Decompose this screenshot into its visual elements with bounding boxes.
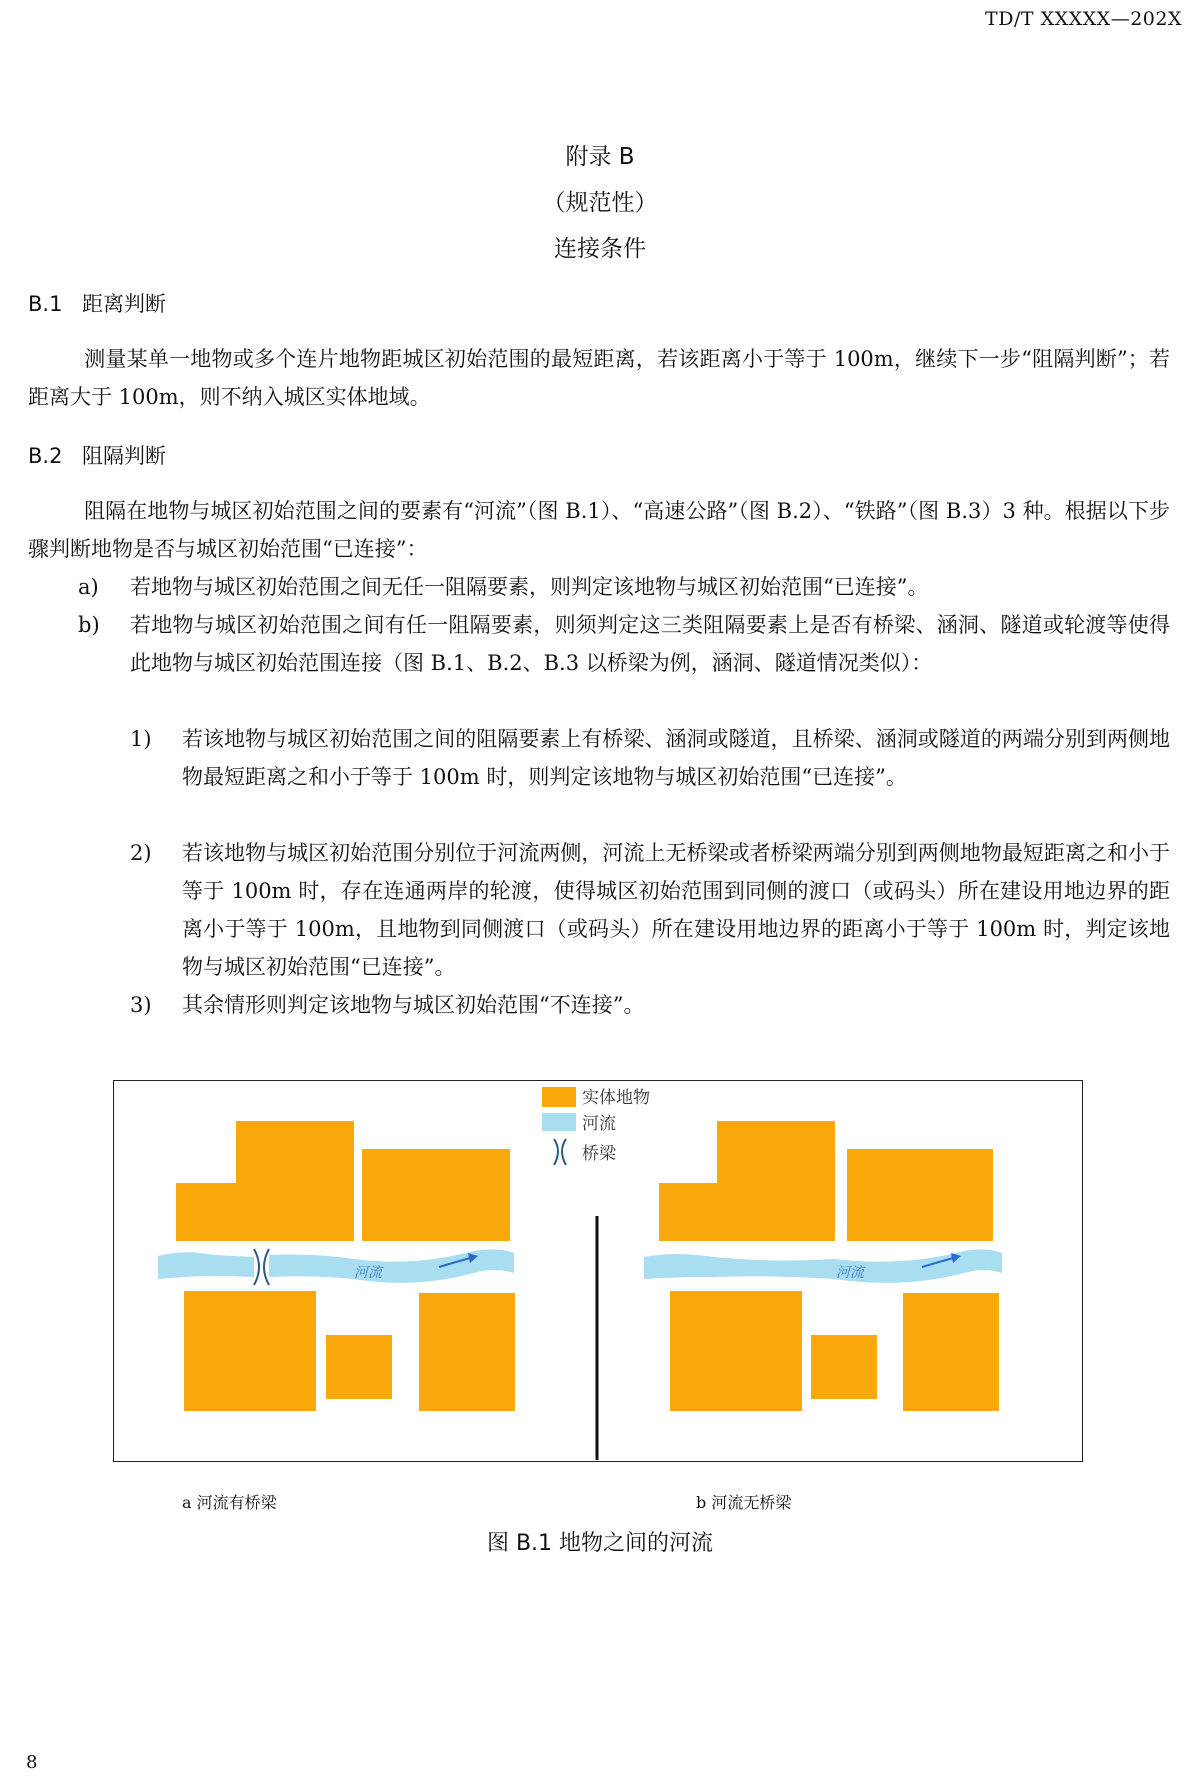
panel-b: [644, 1121, 1002, 1411]
list-item-a-mark: a): [78, 575, 99, 599]
panel-a-block-bottom-left: [184, 1291, 316, 1411]
list-item-b: [78, 606, 1170, 720]
sub-item-3: [130, 986, 1170, 1024]
sub-item-3-text: 其余情形则判定该地物与城区初始范围“不连接”。: [182, 993, 645, 1017]
legend-entity-label: 实体地物: [582, 1088, 650, 1108]
legend-bridge-icon: [554, 1139, 566, 1165]
list-item-b-mark: b): [78, 613, 100, 637]
caption-a: a 河流有桥梁: [182, 1493, 277, 1512]
section-b2-paragraph: [28, 492, 1170, 568]
panel-a-block-top-left-tall: [236, 1121, 354, 1241]
list-item-a: [78, 568, 1170, 606]
section-b1-title: 距离判断: [82, 292, 166, 316]
panel-b-block-top-right: [847, 1149, 993, 1241]
legend-entity-swatch: [542, 1087, 576, 1107]
panel-a-river-left: [158, 1252, 254, 1279]
panel-b-block-bottom-small: [811, 1335, 877, 1399]
sub-item-1-mark: 1): [130, 727, 152, 751]
panel-a-block-bottom-small: [326, 1335, 392, 1399]
panel-b-block-top-left-tall: [717, 1121, 835, 1241]
panel-b-block-bottom-right: [903, 1293, 999, 1411]
section-b2-title: 阻隔判断: [82, 444, 166, 468]
panel-a-river-label: 河流: [354, 1265, 382, 1281]
caption-b: b 河流无桥梁: [696, 1493, 792, 1512]
figure-frame: [113, 1080, 1083, 1462]
section-b2-text: 阻隔在地物与城区初始范围之间的要素有“河流”（图 B.1）、“高速公路”（图 B.2）、“铁路”（图 B.3）3 种。根据以下步骤判断地物是否与城区初始范围“已连接”：: [28, 499, 1170, 561]
panel-b-block-top-left-low: [659, 1183, 719, 1241]
panel-a-block-top-right: [362, 1149, 510, 1241]
panel-a: [158, 1121, 515, 1411]
appendix-nature: （规范性）: [542, 190, 658, 216]
list-item-a-text: 若地物与城区初始范围之间无任一阻隔要素，则判定该地物与城区初始范围“已连接”。: [130, 575, 929, 599]
appendix-subject: 连接条件: [554, 236, 646, 262]
sub-item-2: [130, 834, 1170, 986]
page-number: 8: [26, 1752, 38, 1773]
sub-item-1-text: 若该地物与城区初始范围之间的阻隔要素上有桥梁、涵洞或隧道，且桥梁、涵洞或隧道的两端分别到两侧地物最短距离之和小于等于 100m 时，则判定该地物与城区初始范围“已连接”。: [182, 727, 1170, 789]
sub-item-3-mark: 3): [130, 993, 152, 1017]
section-b1-heading: [28, 288, 166, 318]
panel-b-river-label: 河流: [836, 1265, 864, 1281]
panel-a-bridge-icon: [254, 1249, 269, 1285]
section-b2-number: B.2: [28, 444, 63, 468]
list-item-b-text: 若地物与城区初始范围之间有任一阻隔要素，则须判定这三类阻隔要素上是否有桥梁、涵洞、隧道或轮渡等使得此地物与城区初始范围连接（图 B.1、B.2、B.3 以桥梁为例，涵洞、隧道情况类似）：: [130, 613, 1170, 675]
panel-a-river-right: [269, 1249, 514, 1282]
panel-b-block-bottom-left: [670, 1291, 802, 1411]
appendix-title: 附录 B: [565, 144, 635, 170]
panel-b-river: [644, 1249, 1002, 1282]
legend-river-swatch: [542, 1113, 576, 1131]
figure-title: 图 B.1 地物之间的河流: [486, 1531, 714, 1556]
section-b1-number: B.1: [28, 292, 63, 316]
sub-item-2-mark: 2): [130, 841, 152, 865]
figure-svg: [114, 1081, 1081, 1460]
section-b1-paragraph: [28, 340, 1170, 416]
section-b1-text: 测量某单一地物或多个连片地物距城区初始范围的最短距离，若该距离小于等于 100m，继续下一步“阻隔判断”；若距离大于 100m，则不纳入城区实体地域。: [28, 347, 1170, 409]
document-code: TD/T XXXXX—202X: [985, 8, 1182, 30]
legend-river-label: 河流: [582, 1114, 616, 1134]
panel-a-block-bottom-right: [419, 1293, 515, 1411]
panel-a-block-top-left-low: [176, 1183, 238, 1241]
section-b2-heading: [28, 440, 166, 470]
sub-item-1: [130, 720, 1170, 834]
sub-item-2-text: 若该地物与城区初始范围分别位于河流两侧，河流上无桥梁或者桥梁两端分别到两侧地物最短距离之和小于等于 100m 时，存在连通两岸的轮渡，使得城区初始范围到同侧的渡口（或码头）所在建设用地边界的距离小于等于 100m，且地物到同侧渡口（或码头）所在建设用地边界的距离小于等于 100m 时，判定该地物与城区初始范围“已连接”。: [182, 841, 1170, 979]
legend-bridge-label: 桥梁: [582, 1144, 616, 1164]
